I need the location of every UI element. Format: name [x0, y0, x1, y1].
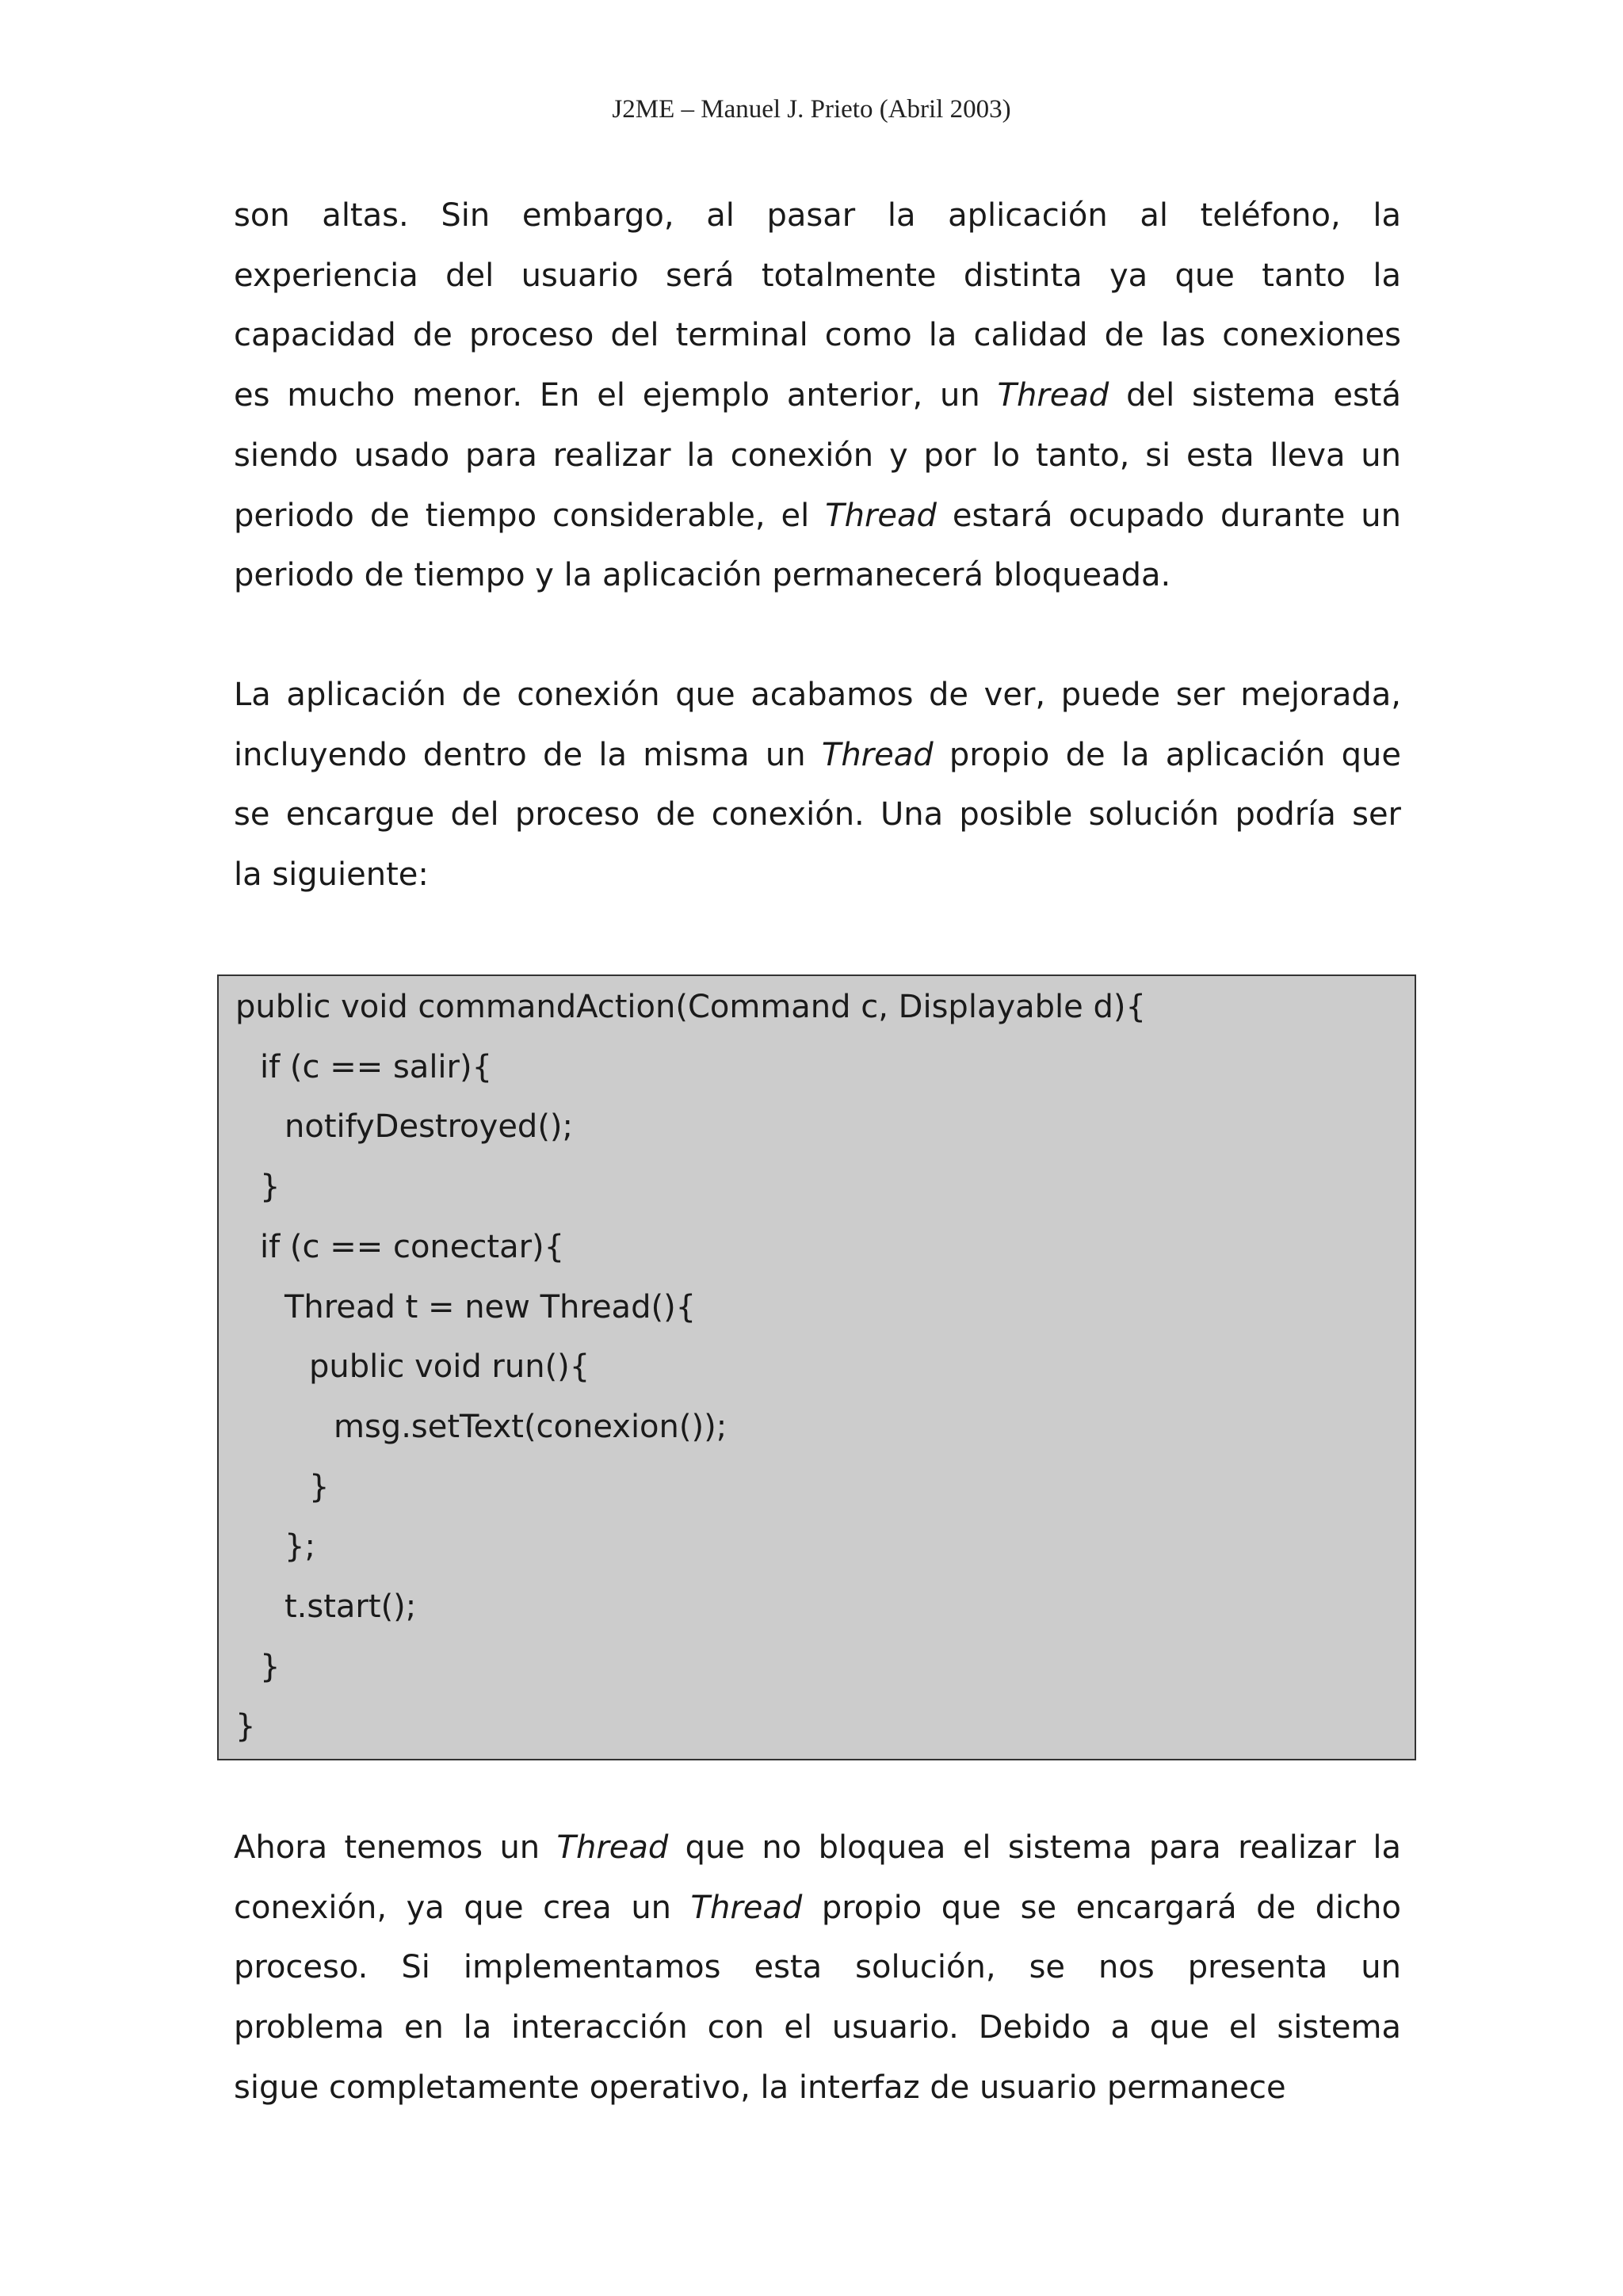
code-line: } [260, 1648, 281, 1685]
text-run: propio de la aplicación que [933, 736, 1401, 773]
text-run: propio que se encargará de dicho [802, 1889, 1401, 1926]
text-run: La aplicación de conexión que acabamos de ver, puede ser mejorada, [234, 677, 1401, 713]
text-line [234, 186, 1401, 246]
text-line [234, 1938, 1401, 1998]
text-run: periodo de tiempo considerable, el [234, 497, 826, 534]
code-block [217, 974, 1416, 1760]
text-line [234, 306, 1401, 366]
code-line: t.start(); [285, 1589, 417, 1625]
text-line [234, 1818, 1401, 1878]
italic-term: Thread [821, 736, 934, 773]
italic-term: Thread [997, 377, 1109, 414]
text-run: proceso. Si implementamos esta solución, se nos presenta un [234, 1949, 1401, 1986]
text-line [234, 246, 1401, 307]
text-line [234, 546, 1401, 606]
text-run: siendo usado para realizar la conexión y por lo tanto, si esta lleva un [234, 437, 1401, 474]
text-line [234, 486, 1401, 547]
text-run: se encargue del proceso de conexión. Una posible solución podría ser [234, 796, 1401, 833]
text-run: conexión, ya que crea un [234, 1889, 691, 1926]
italic-term: Thread [690, 1889, 803, 1926]
text-line [234, 726, 1401, 786]
code-line: if (c == salir){ [260, 1048, 493, 1085]
body-paragraph-3 [234, 1818, 1401, 2119]
text-line [234, 845, 1401, 906]
code-line: } [260, 1169, 281, 1206]
text-run: es mucho menor. En el ejemplo anterior, un [234, 377, 998, 414]
page-header: J2ME – Manuel J. Prieto (Abril 2003) [612, 95, 1011, 124]
code-line: } [235, 1708, 256, 1745]
italic-term: Thread [556, 1829, 669, 1866]
text-run: la siguiente: [234, 856, 429, 894]
text-run: experiencia del usuario será totalmente distinta ya que tanto la [234, 257, 1401, 294]
text-run: Ahora tenemos un [234, 1829, 557, 1866]
code-line: } [309, 1468, 330, 1505]
code-line: msg.setText(conexion()); [334, 1408, 727, 1445]
text-line [234, 785, 1401, 845]
text-run: sigue completamente operativo, la interfaz de usuario permanece [234, 2069, 1286, 2106]
text-line [234, 1998, 1401, 2058]
text-run: que no bloquea el sistema para realizar la [668, 1829, 1401, 1866]
text-line [234, 426, 1401, 486]
text-run: incluyendo dentro de la misma un [234, 736, 822, 773]
body-paragraph-2 [234, 666, 1401, 906]
text-run: estará ocupado durante un [936, 497, 1401, 534]
text-run: problema en la interacción con el usuario. Debido a que el sistema [234, 2009, 1401, 2046]
code-line: notifyDestroyed(); [285, 1108, 574, 1146]
code-line: if (c == conectar){ [260, 1228, 565, 1265]
code-line: Thread t = new Thread(){ [285, 1288, 697, 1325]
text-run: del sistema está [1109, 377, 1401, 414]
text-run: son altas. Sin embargo, al pasar la aplicación al teléfono, la [234, 197, 1401, 234]
text-line [234, 666, 1401, 726]
code-line: }; [285, 1528, 315, 1566]
code-line: public void run(){ [309, 1348, 590, 1386]
code-line: public void commandAction(Command c, Displayable d){ [235, 989, 1146, 1025]
text-line [234, 1878, 1401, 1939]
body-paragraph-1 [234, 186, 1401, 606]
italic-term: Thread [825, 497, 937, 534]
text-line [234, 366, 1401, 426]
text-run: capacidad de proceso del terminal como la calidad de las conexiones [234, 317, 1401, 354]
text-line [234, 2058, 1401, 2119]
text-run: periodo de tiempo y la aplicación permanecerá bloqueada. [234, 557, 1171, 594]
